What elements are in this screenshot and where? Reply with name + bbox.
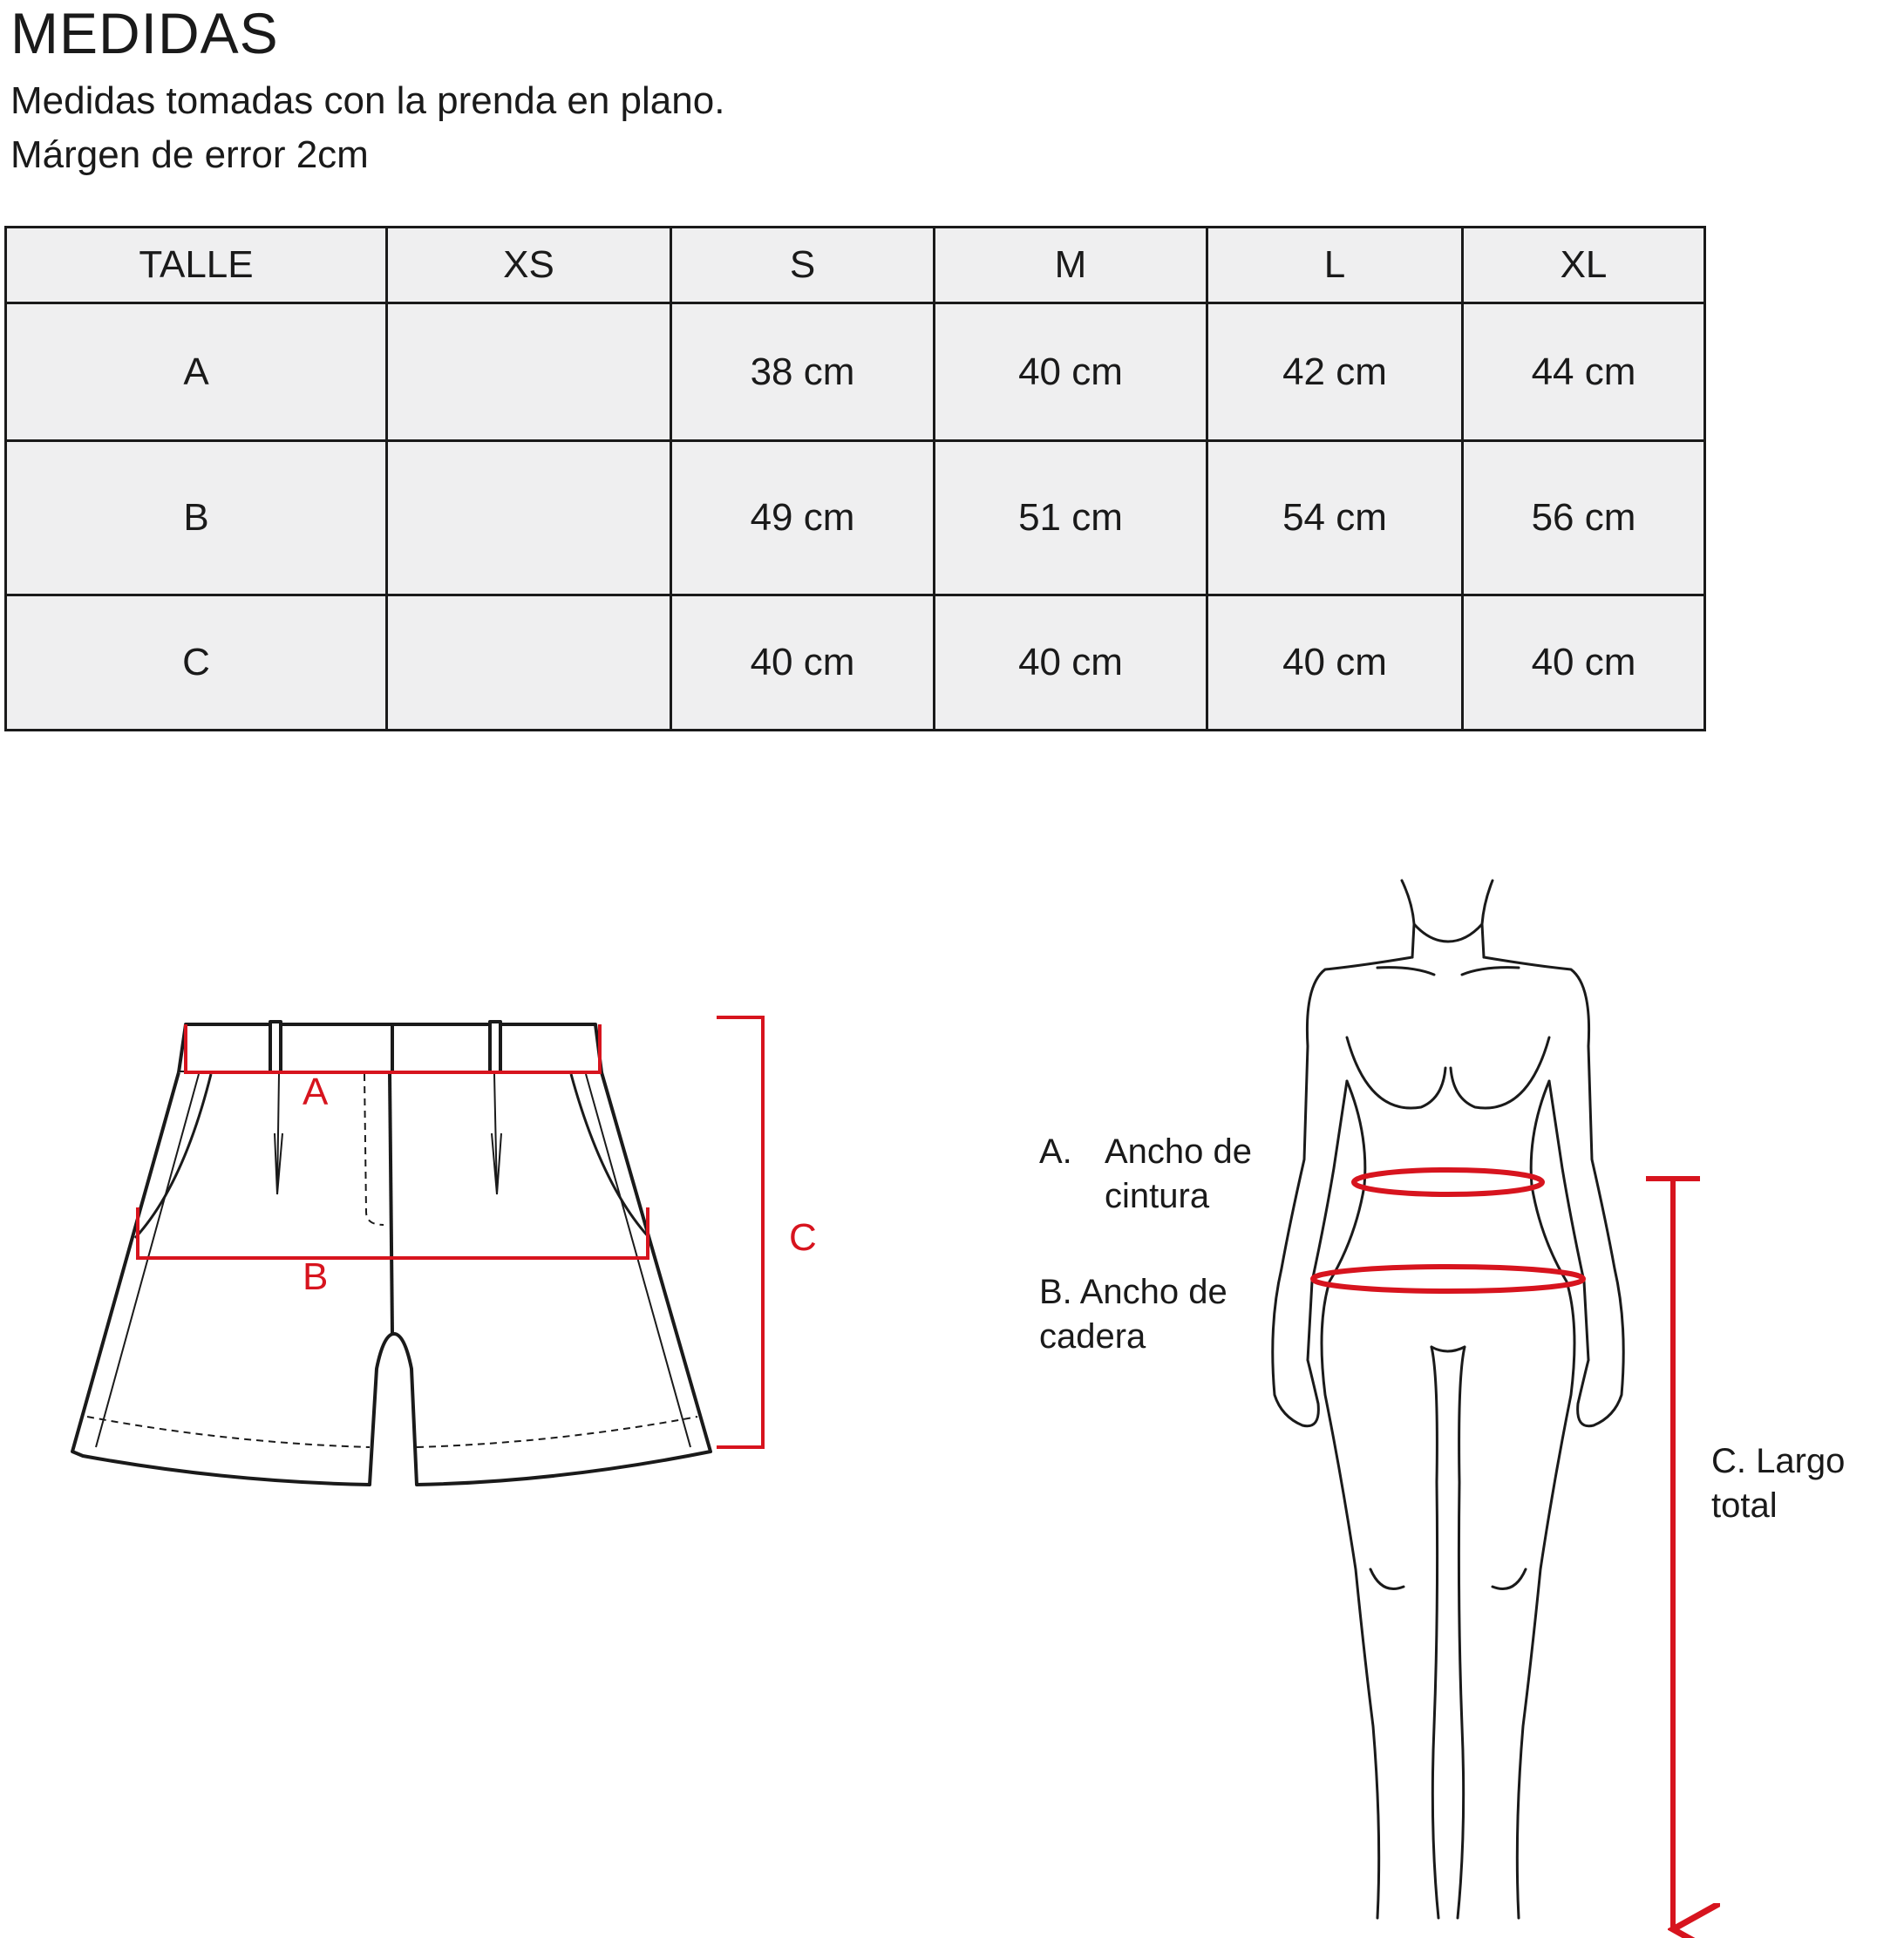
header-cell-talle: TALLE [6, 228, 387, 303]
legend-c-text-line-2: total [1711, 1486, 1778, 1525]
table-cell: 40 cm [935, 303, 1207, 441]
shorts-label-b: B [303, 1255, 329, 1298]
header-cell-m: M [935, 228, 1207, 303]
table-cell: 44 cm [1463, 303, 1705, 441]
legend-a-letter: A. [1039, 1132, 1072, 1171]
legend-a-text-line-1: Ancho de [1105, 1132, 1253, 1171]
table-cell: 42 cm [1207, 303, 1463, 441]
table-cell: 38 cm [671, 303, 935, 441]
waist-ring [1354, 1170, 1542, 1194]
page-title: MEDIDAS [10, 1, 279, 65]
header-cell-xl: XL [1463, 228, 1705, 303]
shorts-illustration [72, 1022, 711, 1485]
header-cell-s: S [671, 228, 935, 303]
shorts-label-a: A [303, 1071, 329, 1113]
legend-b-text-line-1: B. Ancho de [1039, 1273, 1227, 1311]
shorts-label-c: C [789, 1216, 817, 1259]
table-cell: 40 cm [935, 595, 1207, 731]
table-cell: 56 cm [1463, 441, 1705, 595]
legend-b-text-line-2: cadera [1039, 1317, 1146, 1356]
row-label: C [6, 595, 387, 731]
body-measure-lines [1313, 1170, 1700, 1929]
table-cell: 40 cm [671, 595, 935, 731]
table-cell: 54 cm [1207, 441, 1463, 595]
legend-c-text-line-1: C. Largo [1711, 1442, 1846, 1480]
table-cell: 51 cm [935, 441, 1207, 595]
legend-a-text-line-2: cintura [1105, 1177, 1210, 1215]
measure-line-c [717, 1017, 763, 1447]
table-cell: 49 cm [671, 441, 935, 595]
table-cell: 40 cm [1463, 595, 1705, 731]
page-subtitle-line-2: Márgen de error 2cm [10, 133, 369, 176]
hip-ring [1313, 1267, 1583, 1291]
row-label: B [6, 441, 387, 595]
header-cell-l: L [1207, 228, 1463, 303]
table-cell: 40 cm [1207, 595, 1463, 731]
row-label: A [6, 303, 387, 441]
page-subtitle-line-1: Medidas tomadas con la prenda en plano. [10, 79, 725, 122]
body-illustration [1273, 881, 1623, 1918]
header-cell-xs: XS [387, 228, 671, 303]
